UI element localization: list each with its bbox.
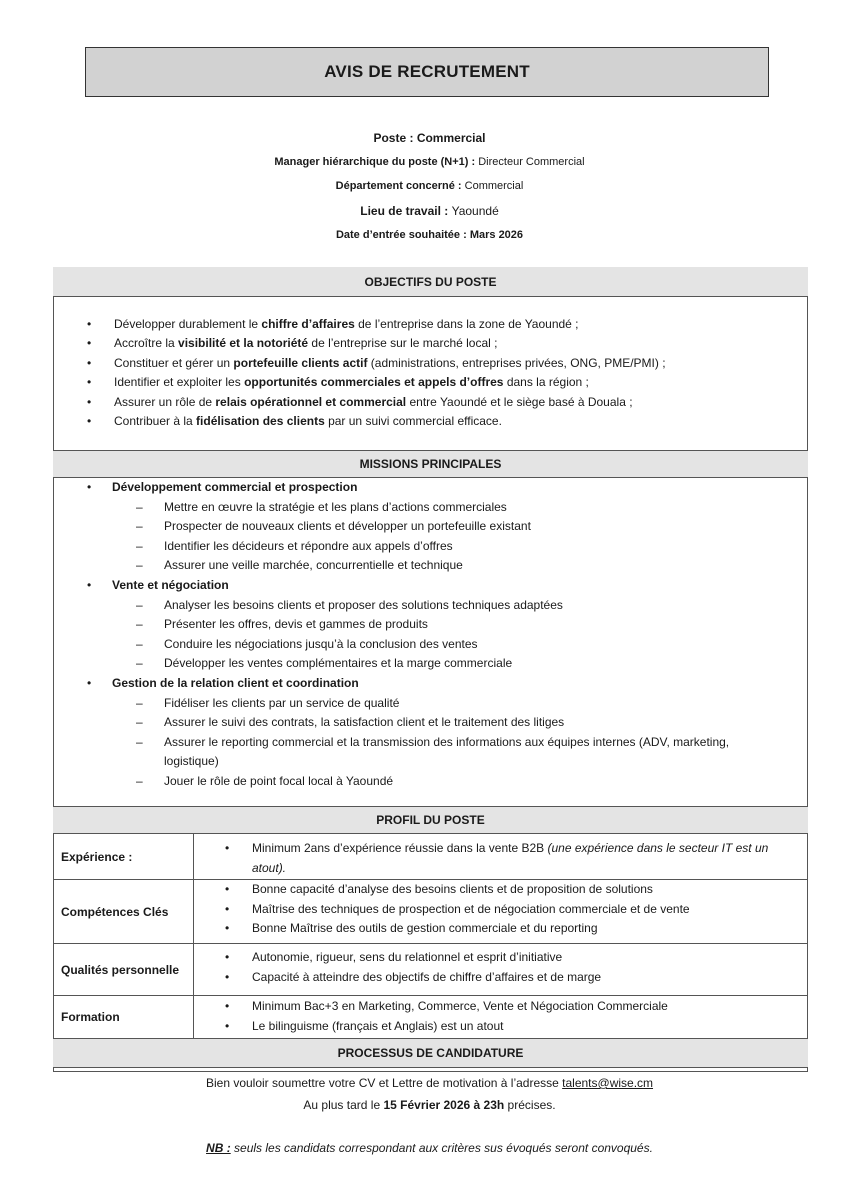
profil-heading: PROFIL DU POSTE <box>53 806 808 834</box>
list-item: • Développer durablement le chiffre d’affaires de l’entreprise dans la zone de Yaoundé ; <box>87 315 666 334</box>
processus-line-1: Bien vouloir soumettre votre CV et Lettre de motivation à l’adresse talents@wise.cm <box>205 1076 654 1090</box>
meta-lieu: Lieu de travail : Yaoundé <box>360 204 499 218</box>
meta-departement: Département concerné : Commercial <box>335 180 524 192</box>
list-item: • Constituer et gérer un portefeuille clients actif (administrations, entreprises privées, ONG, PME/PMI) ; <box>87 354 666 373</box>
profil-label: Expérience : <box>53 834 194 879</box>
list-item: – Mettre en œuvre la stratégie et les plans d’actions commerciales <box>87 498 787 518</box>
meta-manager: Manager hiérarchique du poste (N+1) : Directeur Commercial <box>274 156 585 168</box>
mission-group-title: • Gestion de la relation client et coordination <box>87 674 787 694</box>
list-item: – Assurer une veille marchée, concurrentielle et technique <box>87 556 787 576</box>
missions-list <box>87 478 787 792</box>
page-title: AVIS DE RECRUTEMENT <box>324 62 530 81</box>
list-item: – Identifier les décideurs et répondre aux appels d’offres <box>87 537 787 557</box>
list-item: – Fidéliser les clients par un service de qualité <box>87 694 787 714</box>
mission-group-title: • Développement commercial et prospection <box>87 478 787 498</box>
list-item: – Analyser les besoins clients et proposer des solutions techniques adaptées <box>87 596 787 616</box>
list-item: – Jouer le rôle de point focal local à Yaoundé <box>87 772 787 792</box>
profil-label: Compétences Clés <box>53 880 194 943</box>
list-item: – Présenter les offres, devis et gammes de produits <box>87 615 787 635</box>
list-item: • Contribuer à la fidélisation des clients par un suivi commercial efficace. <box>87 412 666 431</box>
list-item: – Assurer le suivi des contrats, la satisfaction client et le traitement des litiges <box>87 713 787 733</box>
title-banner <box>85 47 769 97</box>
profil-label: Formation <box>53 996 194 1038</box>
profil-row-formation <box>53 996 808 1038</box>
list-item: • Maîtrise des techniques de prospection et de négociation commerciale et de vente <box>225 900 788 920</box>
mission-group <box>87 478 787 576</box>
objectifs-heading: OBJECTIFS DU POSTE <box>53 267 808 297</box>
list-item: • Accroître la visibilité et la notoriété de l’entreprise sur le marché local ; <box>87 334 666 353</box>
mission-group <box>87 576 787 674</box>
list-item: – Conduire les négociations jusqu’à la conclusion des ventes <box>87 635 787 655</box>
mission-group-title: • Vente et négociation <box>87 576 787 596</box>
list-item: • Le bilinguisme (français et Anglais) est un atout <box>225 1017 788 1037</box>
processus-line-2: Au plus tard le 15 Février 2026 à 23h précises. <box>303 1098 556 1112</box>
objectifs-list <box>87 315 666 431</box>
profil-label: Qualités personnelle <box>53 944 194 995</box>
profil-row-experience <box>53 834 808 880</box>
nb-note: NB : seuls les candidats correspondant aux critères sus évoqués seront convoqués. <box>206 1141 653 1155</box>
list-item: • Assurer un rôle de relais opérationnel et commercial entre Yaoundé et le siège basé à Douala ; <box>87 393 666 412</box>
email-link[interactable]: talents@wise.cm <box>562 1076 654 1090</box>
list-item: • Bonne Maîtrise des outils de gestion commerciale et du reporting <box>225 919 788 939</box>
list-item: • Identifier et exploiter les opportunités commerciales et appels d’offres dans la région ; <box>87 373 666 392</box>
profil-row-competences <box>53 880 808 944</box>
list-item: • Minimum Bac+3 en Marketing, Commerce, Vente et Négociation Commerciale <box>225 997 788 1017</box>
processus-heading: PROCESSUS DE CANDIDATURE <box>53 1038 808 1068</box>
mission-group <box>87 674 787 792</box>
list-item: – Développer les ventes complémentaires et la marge commerciale <box>87 654 787 674</box>
missions-heading: MISSIONS PRINCIPALES <box>53 450 808 478</box>
meta-poste: Poste : Commercial <box>373 131 486 145</box>
list-item: • Autonomie, rigueur, sens du relationnel et esprit d’initiative <box>225 948 788 968</box>
list-item: • Capacité à atteindre des objectifs de chiffre d’affaires et de marge <box>225 968 788 988</box>
list-item: • Bonne capacité d’analyse des besoins clients et de proposition de solutions <box>225 880 788 900</box>
list-item: • Minimum 2ans d’expérience réussie dans la vente B2B (une expérience dans le secteur IT est un atout). <box>225 839 788 878</box>
list-item: – Prospecter de nouveaux clients et développer un portefeuille existant <box>87 517 787 537</box>
profil-row-qualites <box>53 944 808 996</box>
meta-date: Date d’entrée souhaitée : Mars 2026 <box>335 229 524 241</box>
list-item: – Assurer le reporting commercial et la transmission des informations aux équipes internes (ADV, marketing, logistique) <box>87 733 787 772</box>
